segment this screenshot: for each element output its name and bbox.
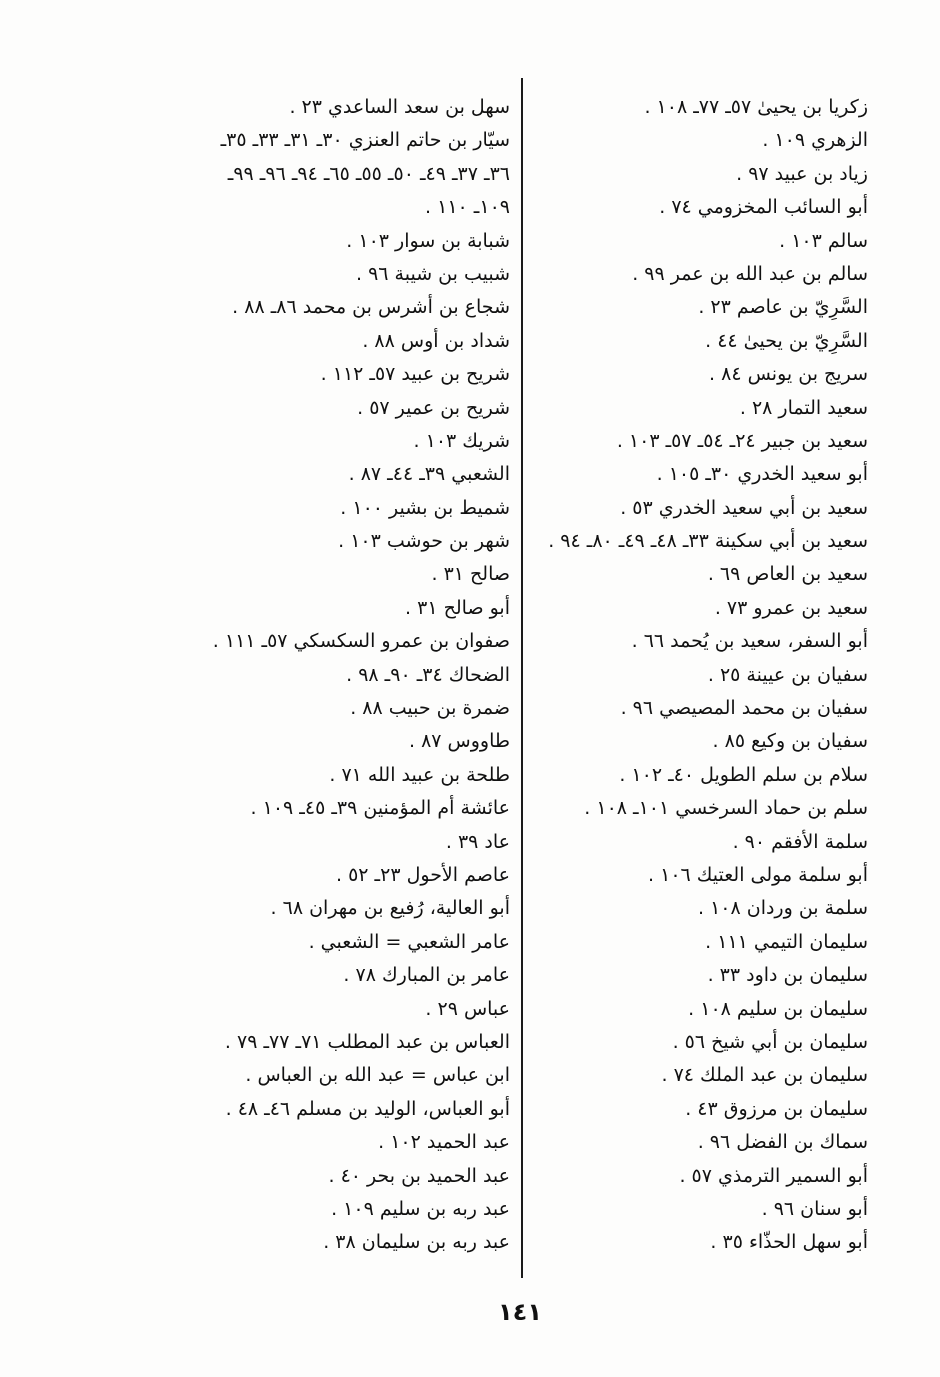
index-entry: عاصم الأحول ٢٣ـ ٥٢ . <box>335 863 510 886</box>
index-entry: عبد ربه بن سليم ١٠٩ . <box>331 1197 510 1220</box>
index-entry: أبو سعيد الخدري ٣٠ـ ١٠٥ . <box>656 463 868 486</box>
index-entry: عاد ٣٩ . <box>445 830 510 853</box>
index-entry: سليمان بن عبد الملك ٧٤ . <box>661 1064 868 1087</box>
index-entry: الزهري ١٠٩ . <box>762 129 868 152</box>
column-divider <box>521 78 523 1278</box>
index-entry: سيّار بن حاتم العنزي ٣٠ـ ٣١ـ ٣٣ـ ٣٥ـ <box>220 129 510 152</box>
index-entry: سعيد بن العاص ٦٩ . <box>707 563 868 586</box>
index-entry: شريح بن عبيد ٥٧ـ ١١٢ . <box>320 363 510 386</box>
index-entry: صالح ٣١ . <box>431 563 510 586</box>
index-entry: عامر الشعبي = الشعبي . <box>308 930 510 953</box>
index-entry: سلمة الأفقم ٩٠ . <box>732 830 868 853</box>
index-entry: عامر بن المبارك ٧٨ . <box>343 964 510 987</box>
index-entry: زياد بن عبيد ٩٧ . <box>736 162 868 185</box>
index-column-left <box>110 91 510 1260</box>
index-entry: سليمان بن داود ٣٣ . <box>707 964 868 987</box>
index-entry: أبو صالح ٣١ . <box>405 596 510 619</box>
index-entry: أبو سلمة مولى العتيك ١٠٦ . <box>648 863 868 886</box>
index-entry: سعيد بن عمرو ٧٣ . <box>714 596 868 619</box>
index-entry: سفيان بن محمد المصيصي ٩٦ . <box>620 697 868 720</box>
index-entry: طاووس ٨٧ . <box>408 730 510 753</box>
index-entry: سالم ١٠٣ . <box>779 229 868 252</box>
index-entry: شريح بن عمير ٥٧ . <box>357 396 510 419</box>
index-entry: شبابة بن سوار ١٠٣ . <box>346 229 510 252</box>
index-entry: سالم بن عبد الله بن عمر ٩٩ . <box>632 262 868 285</box>
index-entry: السَّرِيّ بن عاصم ٢٣ . <box>698 296 868 319</box>
index-entry: سعيد بن أبي سكينة ٣٣ـ ٤٨ـ ٤٩ـ ٨٠ـ ٩٤ . <box>548 530 868 553</box>
index-entry: سعيد بن جبير ٢٤ـ ٥٤ـ ٥٧ـ ١٠٣ . <box>616 429 868 452</box>
index-entry: سهل بن سعد الساعدي ٢٣ . <box>289 96 510 118</box>
index-entry: سعيد التمار ٢٨ . <box>739 396 868 419</box>
index-entry: أبو السائب المخزومي ٧٤ . <box>659 196 868 219</box>
index-entry: أبو العباس، الوليد بن مسلم ٤٦ـ ٤٨ . <box>225 1097 510 1120</box>
index-entry: العباس بن عبد المطلب ٧١ـ ٧٧ـ ٧٩ . <box>224 1030 510 1053</box>
index-entry: شجاع بن أشرس بن محمد ٨٦ـ ٨٨ . <box>232 296 510 319</box>
index-entry: الضحاك ٣٤ـ ٩٠ـ ٩٨ . <box>346 663 510 686</box>
index-entry: عبد ربه بن سليمان ٣٨ . <box>323 1231 510 1254</box>
index-entry: سليمان بن أبي شيخ ٥٦ . <box>672 1030 868 1053</box>
index-entry: أبو السمير الترمذي ٥٧ . <box>679 1164 868 1187</box>
index-entry: سعيد بن أبي سعيد الخدري ٥٣ . <box>620 496 868 519</box>
index-entry: أبو العالية، رُفيع بن مهران ٦٨ . <box>270 897 510 920</box>
index-entry: الشعبي ٣٩ـ ٤٤ـ ٨٧ . <box>348 463 510 486</box>
index-entry: السَّرِيّ بن يحيىٰ ٤٤ . <box>705 329 868 352</box>
index-entry: صفوان بن عمرو السكسكي ٥٧ـ ١١١ . <box>212 630 510 653</box>
index-entry: سلم بن حماد السرخسي ١٠١ـ ١٠٨ . <box>584 797 868 820</box>
index-entry: سفيان بن عيينة ٢٥ . <box>707 663 868 686</box>
index-entry: سلمة بن وردان ١٠٨ . <box>697 897 868 920</box>
page-number: ١٤١ <box>498 1298 542 1326</box>
index-entry: شهر بن حوشب ١٠٣ . <box>338 530 510 553</box>
index-entry: سفيان بن وكيع ٨٥ . <box>712 730 868 753</box>
index-column-right <box>530 91 868 1260</box>
index-entry: أبو سهل الحذّاء ٣٥ . <box>710 1231 868 1254</box>
index-entry: عائشة أم المؤمنين ٣٩ـ ٤٥ـ ١٠٩ . <box>250 797 510 820</box>
index-entry: سليمان التيمي ١١١ . <box>705 930 868 953</box>
index-entry: زكريا بن يحيىٰ ٥٧ـ ٧٧ـ ١٠٨ . <box>644 96 868 118</box>
index-entry: أبو السفر، سعيد بن يُحمد ٦٦ . <box>631 630 868 653</box>
index-entry: طلحة بن عبيد الله ٧١ . <box>329 763 510 786</box>
index-entry: سليمان بن مرزوق ٤٣ . <box>685 1097 868 1120</box>
index-entry: شميط بن بشير ١٠٠ . <box>340 496 510 519</box>
index-entry: أبو سنان ٩٦ . <box>761 1197 868 1220</box>
index-entry: عباس ٢٩ . <box>425 997 510 1020</box>
index-entry: شريك ١٠٣ . <box>413 429 510 452</box>
index-entry: شداد بن أوس ٨٨ . <box>362 329 510 352</box>
index-entry: شبيب بن شيبة ٩٦ . <box>355 262 510 285</box>
index-entry: ابن عباس = عبد الله بن العباس . <box>245 1064 510 1087</box>
index-entry: ٣٦ـ ٣٧ـ ٤٩ـ ٥٠ـ ٥٥ـ ٦٥ـ ٩٤ـ ٩٦ـ ٩٩ـ <box>227 162 510 185</box>
index-entry: سريج بن يونس ٨٤ . <box>709 363 868 386</box>
index-entry: ١٠٩ـ ١١٠ . <box>425 196 510 219</box>
index-entry: سماك بن الفضل ٩٦ . <box>697 1131 868 1154</box>
index-entry: سليمان بن سليم ١٠٨ . <box>688 997 868 1020</box>
index-entry: سلام بن سلم الطويل ٤٠ـ ١٠٢ . <box>619 763 868 786</box>
index-entry: عبد الحميد بن بحر ٤٠ . <box>328 1164 510 1187</box>
index-entry: عبد الحميد ١٠٢ . <box>378 1131 510 1154</box>
index-entry: ضمرة بن حبيب ٨٨ . <box>350 697 510 720</box>
